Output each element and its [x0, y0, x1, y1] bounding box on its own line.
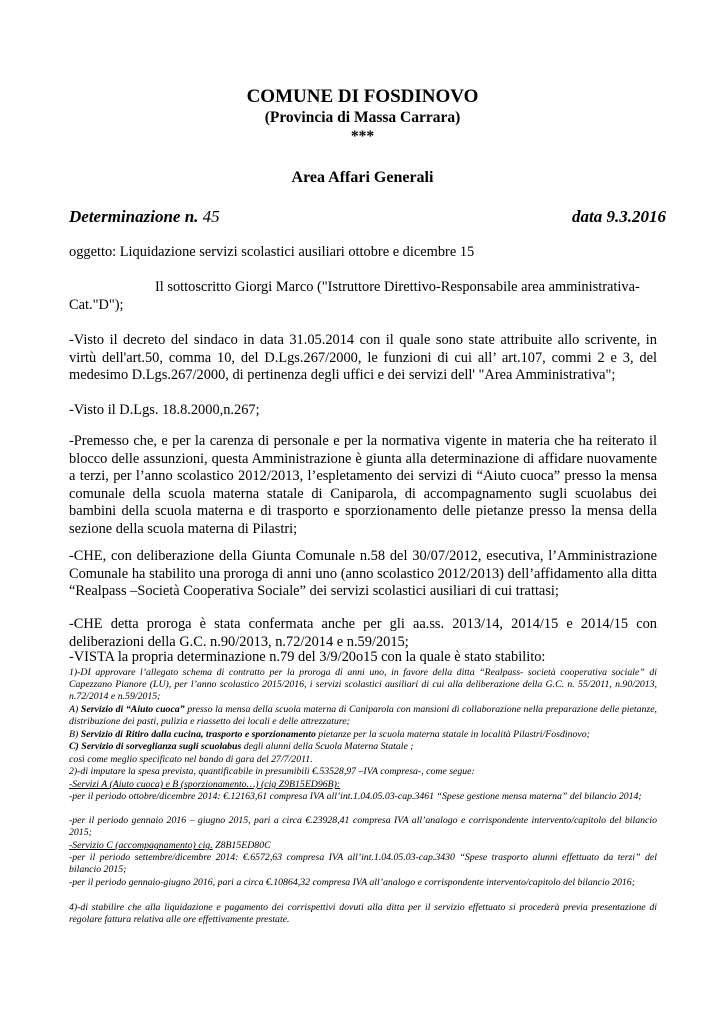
approval-point-1: 1)-DI approvare l’allegato schema di contratto per la proroga di anni uno, in favore della ditta “Realpass- società cooperativa sociale” di Capezzano Pianore (LU), per l’anno scolastico 2015/2016, i servizi scolastici ausiliari di cui alla deliberazione della G.C. n. 55/2011, n.90/2013, n.72/2014 e n.59/2015; — [69, 667, 657, 703]
signatory-line-1: Il sottoscritto Giorgi Marco ("Istruttore Direttivo-Responsabile area amministrativa- — [155, 279, 640, 295]
service-c-period-1: -per il periodo settembre/dicembre 2014: €.6572,63 compresa IVA all’int.1.04.05.03-cap.3430 “Spese trasporto alunni effettuato da terzi” del bilancio 2015; — [69, 852, 657, 876]
service-a-item — [69, 704, 657, 728]
service-c-heading-label: -Servizio C (accompagnamento) cig. — [69, 840, 213, 851]
area-heading: Area Affari Generali — [291, 169, 434, 186]
tender-reference: così come meglio specificato nel bando di gara del 27/7/2011. — [69, 754, 313, 765]
signatory-line-2: Cat."D"); — [69, 297, 124, 313]
che-deliberation-paragraph: -CHE, con deliberazione della Giunta Comunale n.58 del 30/07/2012, esecutiva, l’Amministrazione Comunale ha stabilito una proroga di anni uno (anno scolastico 2012/2013) dell’affidamento alla ditta “Realpass –Società Cooperativa Sociale” dei servizi scolastici ausiliari di cui trattasi; — [69, 548, 657, 599]
visto-decree-paragraph: -Visto il decreto del sindaco in data 31.05.2014 con il quale sono state attribuite allo scrivente, in virtù dell'art.50, comma 10, del D.Lgs.267/2000, le funzioni di cui all’ art.107, commi 2 e 3, del medesimo D.Lgs.267/2000, di pertinenza degli uffici e dei servizi dell' "Area Amministrativa"; — [69, 332, 657, 383]
service-b-item — [69, 729, 657, 741]
service-c-item — [69, 741, 657, 753]
service-b-text: pietanze per la scuola materna statale in località Pilastri/Fosdinovo; — [315, 729, 590, 740]
visto-dlgs-paragraph: -Visto il D.Lgs. 18.8.2000,n.267; — [69, 402, 260, 418]
service-a-prefix: A) — [69, 704, 81, 715]
services-ab-period-1: -per il periodo ottobre/dicembre 2014: €.12163,61 compresa IVA all’int.1.04.05.03-cap.3461 “Spese gestione mensa materna” del bilancio 2014; — [69, 791, 642, 802]
premesso-paragraph: -Premesso che, e per la carenza di personale e per la normativa vigente in materia che ha reiterato il blocco delle assunzioni, questa Amministrazione è giunta alla determinazione di affidare nuovamente a terzi, per l’anno scolastico 2012/2013, l’espletamento dei servizi di “Aiuto cuoca” presso la mensa comunale della scuola materna statale di Caniparola, di accompagnamento sugli scuolabus dei bambini della scuola materna e di trasporto e sporzionamento delle pietanze presso la mensa della sezione della scuola materna di Pilastri; — [69, 433, 657, 537]
service-c-heading — [69, 840, 657, 852]
service-b-prefix: B) — [69, 729, 81, 740]
municipality-title: COMUNE DI FOSDINOVO — [246, 86, 479, 107]
payment-point-4: 4)-di stabilire che alla liquidazione e pagamento dei corrispettivi dovuti alla ditta per il servizio effettuato si procederà previa presentazione di regolare fattura relativa alle ore effettivamente prestate. — [69, 902, 657, 926]
determination-row — [69, 207, 666, 227]
determination-date: data 9.3.2016 — [572, 207, 666, 226]
service-c-title: C) Servizio di sorveglianza sugli scuolabus — [69, 741, 242, 752]
province-subtitle: (Provincia di Massa Carrara) — [264, 109, 461, 126]
service-b-title: Servizio di Ritiro dalla cucina, trasporto e sporzionamento — [80, 729, 316, 740]
service-a-title: Servizio di “Aiuto cuoca” — [80, 704, 185, 715]
service-c-period-2: -per il periodo gennaio-giugno 2016, pari a circa €.10864,32 compresa IVA all’analogo e corrispondente intervento/capitolo del bilancio 2016; — [69, 877, 635, 888]
services-ab-heading: -Servizi A (Aiuto cuoca) e B (sporzionamento…) (cig Z9B15ED96B): — [69, 779, 341, 790]
che-proroga-paragraph: -CHE detta proroga è stata confermata anche per gli aa.ss. 2013/14, 2014/15 e 2014/15 con deliberazioni della G.C. n.90/2013, n.72/2014 e n.59/2015; — [69, 616, 657, 650]
service-c-text: degli alunni della Scuola Materna Statale ; — [241, 741, 414, 752]
separator-stars: *** — [350, 128, 375, 145]
service-c-cig: Z8B15ED80C — [212, 840, 271, 851]
vista-paragraph: -VISTA la propria determinazione n.79 del 3/9/20o15 con la quale è stato stabilito: — [69, 649, 546, 665]
determination-label: Determinazione n. — [69, 207, 199, 226]
services-ab-period-2: -per il periodo gennaio 2016 – giugno 2015, pari a circa €.23928,41 compresa IVA all’analogo e corrispondente intervento/capitolo del bilancio 2015; — [69, 815, 657, 839]
service-a-text: presso la mensa della scuola materna di Caniparola con mansioni di collaborazione nella preparazione delle pietanze, distribuzione dei pasti, pulizia e riassetto dei locali e delle attrezzature; — [69, 704, 657, 728]
subject-line: oggetto: Liquidazione servizi scolastici ausiliari ottobre e dicembre 15 — [69, 244, 475, 260]
determination-number: 45 — [202, 207, 220, 226]
expense-point-2: 2)-di imputare la spesa prevista, quantificabile in presumibili €.53528,97 –IVA compresa-, come segue: — [69, 766, 475, 777]
